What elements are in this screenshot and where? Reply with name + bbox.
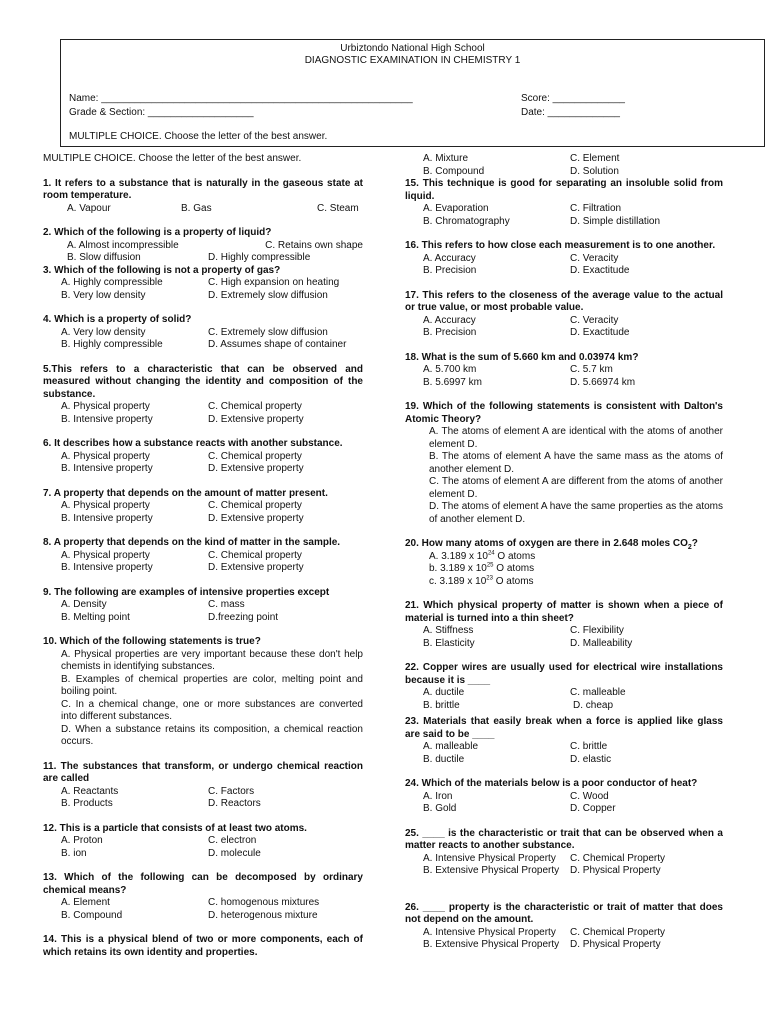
question-text — [405, 538, 723, 551]
option-c[interactable]: C. 5.7 km — [570, 364, 613, 375]
option-a[interactable]: A. malleable — [423, 741, 479, 752]
question-12 — [43, 823, 363, 861]
option-d[interactable]: D. Simple distillation — [570, 215, 661, 227]
question-text: 21. Which physical property of matter is shown when a piece of material is turned into a thin sheet? — [405, 600, 723, 624]
option-b[interactable]: B. Melting point — [61, 611, 130, 623]
question-text: 12. This is a particle that consists of at least two atoms. — [43, 822, 307, 834]
option-b[interactable]: B. Very low density — [61, 289, 146, 301]
option-c[interactable]: C. Steam — [317, 202, 359, 214]
question-23 — [405, 716, 723, 766]
option-c[interactable]: C. homogenous mixtures — [208, 897, 320, 908]
option-b[interactable]: B. Compound — [423, 165, 485, 177]
option-d[interactable]: D. The atoms of element A have the same properties as the atoms of another element D. — [429, 501, 723, 525]
option-a[interactable]: A. Element — [61, 897, 110, 908]
option-a[interactable]: A. Density — [61, 599, 107, 610]
option-b[interactable] — [405, 563, 723, 576]
option-a[interactable]: A. Accuracy — [423, 252, 476, 264]
question-14-options — [405, 153, 723, 178]
option-d[interactable]: D. Extensive property — [208, 463, 304, 474]
option-c[interactable]: C. Chemical Property — [570, 926, 666, 938]
question-text: 9. The following are examples of intensive properties except — [43, 586, 330, 598]
option-c[interactable]: C. Chemical Property — [570, 852, 666, 864]
option-b[interactable]: B. Examples of chemical properties are color, melting point and boiling point. — [61, 673, 363, 697]
option-c[interactable]: C. Wood — [570, 790, 609, 802]
option-a[interactable]: A. Very low density — [61, 326, 146, 338]
header-instruction: MULTIPLE CHOICE. Choose the letter of the best answer. — [69, 131, 328, 142]
question-8 — [43, 537, 363, 575]
question-3 — [43, 265, 363, 303]
option-a[interactable]: A. Physical property — [61, 549, 150, 561]
question-text: 4. Which is a property of solid? — [43, 314, 192, 325]
question-10 — [43, 636, 363, 749]
option-a-text: A. 3.189 x 10 — [429, 550, 488, 562]
option-a[interactable]: A. Vapour — [67, 202, 111, 214]
option-d[interactable]: D. Extensive property — [208, 512, 304, 524]
option-a[interactable]: A. Almost incompressible — [67, 239, 179, 251]
date-field[interactable]: Date: _____________ — [521, 107, 620, 118]
option-c[interactable] — [405, 576, 723, 589]
question-7 — [43, 488, 363, 526]
school-name: Urbiztondo National High School — [340, 43, 485, 54]
question-22 — [405, 662, 723, 712]
question-20 — [405, 538, 723, 588]
question-text-main: 20. How many atoms of oxygen are there in 2.648 moles CO — [405, 538, 688, 549]
option-c[interactable]: C. electron — [208, 835, 257, 846]
question-mark: ? — [691, 538, 698, 549]
question-25 — [405, 828, 723, 878]
option-b[interactable]: B. Precision — [423, 327, 477, 338]
question-15 — [405, 178, 723, 228]
option-c[interactable]: C. Chemical property — [208, 549, 302, 561]
option-a[interactable]: A. Mixture — [423, 153, 469, 164]
option-d[interactable]: D. Physical Property — [570, 939, 661, 950]
option-a[interactable]: A. Physical property — [61, 401, 150, 412]
option-a[interactable]: A. Iron — [423, 790, 453, 802]
option-c[interactable]: C. brittle — [570, 741, 608, 752]
question-text: 6. It describes how a substance reacts with another substance. — [43, 438, 343, 449]
option-b[interactable]: B. Gas — [181, 202, 212, 214]
option-d[interactable]: D. Extremely slow diffusion — [208, 289, 328, 301]
option-d[interactable]: D. Solution — [570, 165, 619, 177]
question-text: 19. Which of the following statements is consistent with Dalton's Atomic Theory? — [405, 401, 723, 425]
exam-header-box — [60, 39, 765, 147]
exponent: 23 — [486, 575, 493, 582]
option-d[interactable]: D. Malleability — [570, 637, 633, 649]
option-d[interactable]: D.freezing point — [208, 611, 279, 623]
option-c[interactable]: C. Flexibility — [570, 625, 624, 636]
option-b[interactable]: B. Slow diffusion — [67, 252, 141, 263]
option-b[interactable]: B. ductile — [423, 753, 465, 765]
exponent: 24 — [487, 550, 495, 557]
right-column — [405, 153, 723, 952]
option-d[interactable]: D. cheap — [573, 699, 614, 711]
question-13 — [43, 872, 363, 922]
option-b[interactable]: B. Extensive Physical Property — [423, 939, 560, 950]
question-21 — [405, 600, 723, 650]
question-text: 17. This refers to the closeness of the average value to the actual or true value, or most probable value. — [405, 289, 723, 313]
option-c[interactable]: C. Retains own shape — [265, 239, 363, 251]
subscript: 2 — [687, 544, 692, 551]
option-a[interactable]: A. Highly compressible — [61, 277, 163, 288]
option-d[interactable]: D. Extensive property — [208, 413, 304, 425]
question-14 — [43, 934, 363, 959]
option-a[interactable]: A. 5.700 km — [423, 364, 477, 375]
question-11 — [43, 761, 363, 811]
option-b-unit: O atoms — [493, 563, 535, 574]
question-1 — [43, 178, 363, 216]
option-b[interactable]: B. Precision — [423, 265, 477, 276]
question-text: 10. Which of the following statements is true? — [43, 636, 261, 647]
option-c[interactable]: C. High expansion on heating — [208, 277, 340, 288]
question-text: 24. Which of the materials below is a poor conductor of heat? — [405, 778, 698, 789]
option-b[interactable]: B. Intensive property — [61, 562, 153, 573]
option-d[interactable]: D. Assumes shape of container — [208, 339, 347, 350]
question-text: 5.This refers to a characteristic that can be observed and measured without changing the identity and composition of the substance. — [43, 363, 363, 400]
option-d[interactable]: D. elastic — [570, 753, 612, 765]
option-d[interactable]: D. Extensive property — [208, 562, 304, 573]
option-a[interactable]: A. Accuracy — [423, 314, 476, 326]
question-text: 25. ____ is the characteristic or trait that can be observed when a matter reacts to another substance. — [405, 827, 723, 851]
option-b[interactable]: B. Extensive Physical Property — [423, 865, 560, 876]
option-d[interactable]: D. Reactors — [208, 798, 261, 809]
score-field[interactable]: Score: _____________ — [521, 93, 625, 104]
option-c[interactable]: C. Chemical property — [208, 401, 302, 412]
option-d[interactable]: D. 5.66974 km — [570, 376, 636, 388]
question-text: 13. Which of the following can be decomposed by ordinary chemical means? — [43, 872, 363, 896]
option-d[interactable]: D. molecule — [208, 847, 261, 859]
question-text: 3. Which of the following is not a property of gas? — [43, 264, 281, 276]
question-text: 15. This technique is good for separating an insoluble solid from liquid. — [405, 178, 723, 202]
question-18 — [405, 352, 723, 390]
option-a[interactable]: A. Physical property — [61, 450, 150, 462]
option-c[interactable]: C. Chemical property — [208, 450, 302, 462]
option-a[interactable]: A. Intensive Physical Property — [423, 926, 556, 938]
option-c-unit: O atoms — [492, 575, 534, 587]
option-b[interactable]: B. Intensive property — [61, 413, 153, 425]
exam-title: DIAGNOSTIC EXAMINATION IN CHEMISTRY 1 — [304, 55, 521, 66]
option-b[interactable]: B. brittle — [423, 699, 460, 711]
option-c[interactable]: C. Filtration — [570, 203, 622, 214]
option-d[interactable]: D. When a substance retains its composition, a chemical reaction occurs. — [61, 723, 363, 747]
option-a[interactable]: A. The atoms of element A are identical with the atoms of another element D. — [429, 426, 723, 450]
option-b[interactable]: B. Products — [61, 798, 113, 809]
option-a[interactable]: A. Stiffness — [423, 625, 474, 636]
question-26 — [405, 902, 723, 952]
question-text: 14. This is a physical blend of two or more components, each of which retains its own identity and properties. — [43, 934, 363, 958]
instruction: MULTIPLE CHOICE. Choose the letter of the best answer. — [43, 153, 302, 164]
question-text: 2. Which of the following is a property of liquid? — [43, 227, 272, 238]
option-a[interactable]: A. Proton — [61, 835, 103, 846]
question-4 — [43, 314, 363, 352]
option-c[interactable]: C. Extremely slow diffusion — [208, 326, 328, 338]
option-c[interactable]: C. Veracity — [570, 314, 619, 326]
option-c[interactable]: C. Factors — [208, 785, 255, 797]
option-a[interactable]: A. Intensive Physical Property — [423, 852, 556, 864]
option-b[interactable]: B. Chromatography — [423, 215, 510, 227]
option-c[interactable]: C. In a chemical change, one or more substances are converted into different substances. — [61, 698, 363, 722]
option-b[interactable]: B. ion — [61, 847, 87, 859]
question-19 — [405, 401, 723, 526]
option-b[interactable]: B. Intensive property — [61, 463, 153, 474]
option-c[interactable]: C. Chemical property — [208, 500, 302, 511]
option-d[interactable]: D. heterogenous mixture — [208, 909, 318, 921]
option-c-text: c. 3.189 x 10 — [429, 575, 487, 587]
question-text: 7. A property that depends on the amount of matter present. — [43, 487, 328, 499]
name-field[interactable]: Name: ________________________________________________________ — [69, 93, 413, 104]
option-d[interactable]: D. Copper — [570, 803, 616, 814]
option-d[interactable]: D. Physical Property — [570, 865, 661, 876]
left-column — [43, 153, 363, 959]
option-b[interactable]: B. 5.6997 km — [423, 376, 482, 388]
option-c[interactable]: C. The atoms of element A are different from the atoms of another element D. — [429, 476, 723, 500]
option-a[interactable]: A. ductile — [423, 687, 465, 698]
option-c[interactable]: C. malleable — [570, 687, 626, 698]
question-text: 16. This refers to how close each measurement is to one another. — [405, 240, 716, 251]
option-b[interactable]: B. The atoms of element A have the same mass as the atoms of another element D. — [429, 451, 723, 475]
question-9 — [43, 587, 363, 625]
option-b[interactable]: B. Gold — [423, 803, 457, 814]
question-6 — [43, 438, 363, 476]
option-c[interactable]: C. Element — [570, 153, 620, 164]
option-d[interactable]: D. Highly compressible — [208, 252, 311, 263]
option-d[interactable]: D. Exactitude — [570, 265, 630, 276]
option-b[interactable]: B. Highly compressible — [61, 339, 163, 350]
exponent: 25 — [486, 562, 494, 569]
option-c[interactable]: C. mass — [208, 599, 245, 610]
question-17 — [405, 290, 723, 340]
option-a[interactable]: A. Physical property — [61, 500, 150, 511]
question-24 — [405, 778, 723, 816]
grade-section-field[interactable]: Grade & Section: ___________________ — [69, 107, 254, 118]
question-text: 23. Materials that easily break when a force is applied like glass are said to be ____ — [405, 716, 723, 740]
option-a-unit: O atoms — [494, 550, 536, 562]
option-b[interactable]: B. Elasticity — [423, 637, 475, 649]
option-d[interactable]: D. Exactitude — [570, 327, 630, 338]
option-b[interactable]: B. Compound — [61, 909, 123, 921]
question-text: 8. A property that depends on the kind of matter in the sample. — [43, 537, 341, 548]
question-text: 1. It refers to a substance that is naturally in the gaseous state at room temperature. — [43, 177, 363, 201]
question-2 — [43, 227, 363, 265]
question-text: 18. What is the sum of 5.660 km and 0.03974 km? — [405, 351, 639, 363]
option-c[interactable]: C. Veracity — [570, 252, 619, 264]
question-5 — [43, 364, 363, 427]
question-text: 26. ____ property is the characteristic or trait of matter that does not depend on the amount. — [405, 901, 723, 925]
option-a[interactable] — [405, 551, 723, 564]
option-a[interactable]: A. Physical properties are very important because these don't help chemists in identifying substances. — [61, 648, 363, 672]
question-text: 11. The substances that transform, or undergo chemical reaction are called — [43, 760, 363, 784]
question-16 — [405, 240, 723, 278]
question-text: 22. Copper wires are usually used for electrical wire installations because it is ____ — [405, 662, 723, 686]
option-a[interactable]: A. Reactants — [61, 785, 119, 797]
option-a[interactable]: A. Evaporation — [423, 203, 489, 214]
option-b-text: b. 3.189 x 10 — [429, 563, 487, 574]
option-b[interactable]: B. Intensive property — [61, 512, 153, 524]
